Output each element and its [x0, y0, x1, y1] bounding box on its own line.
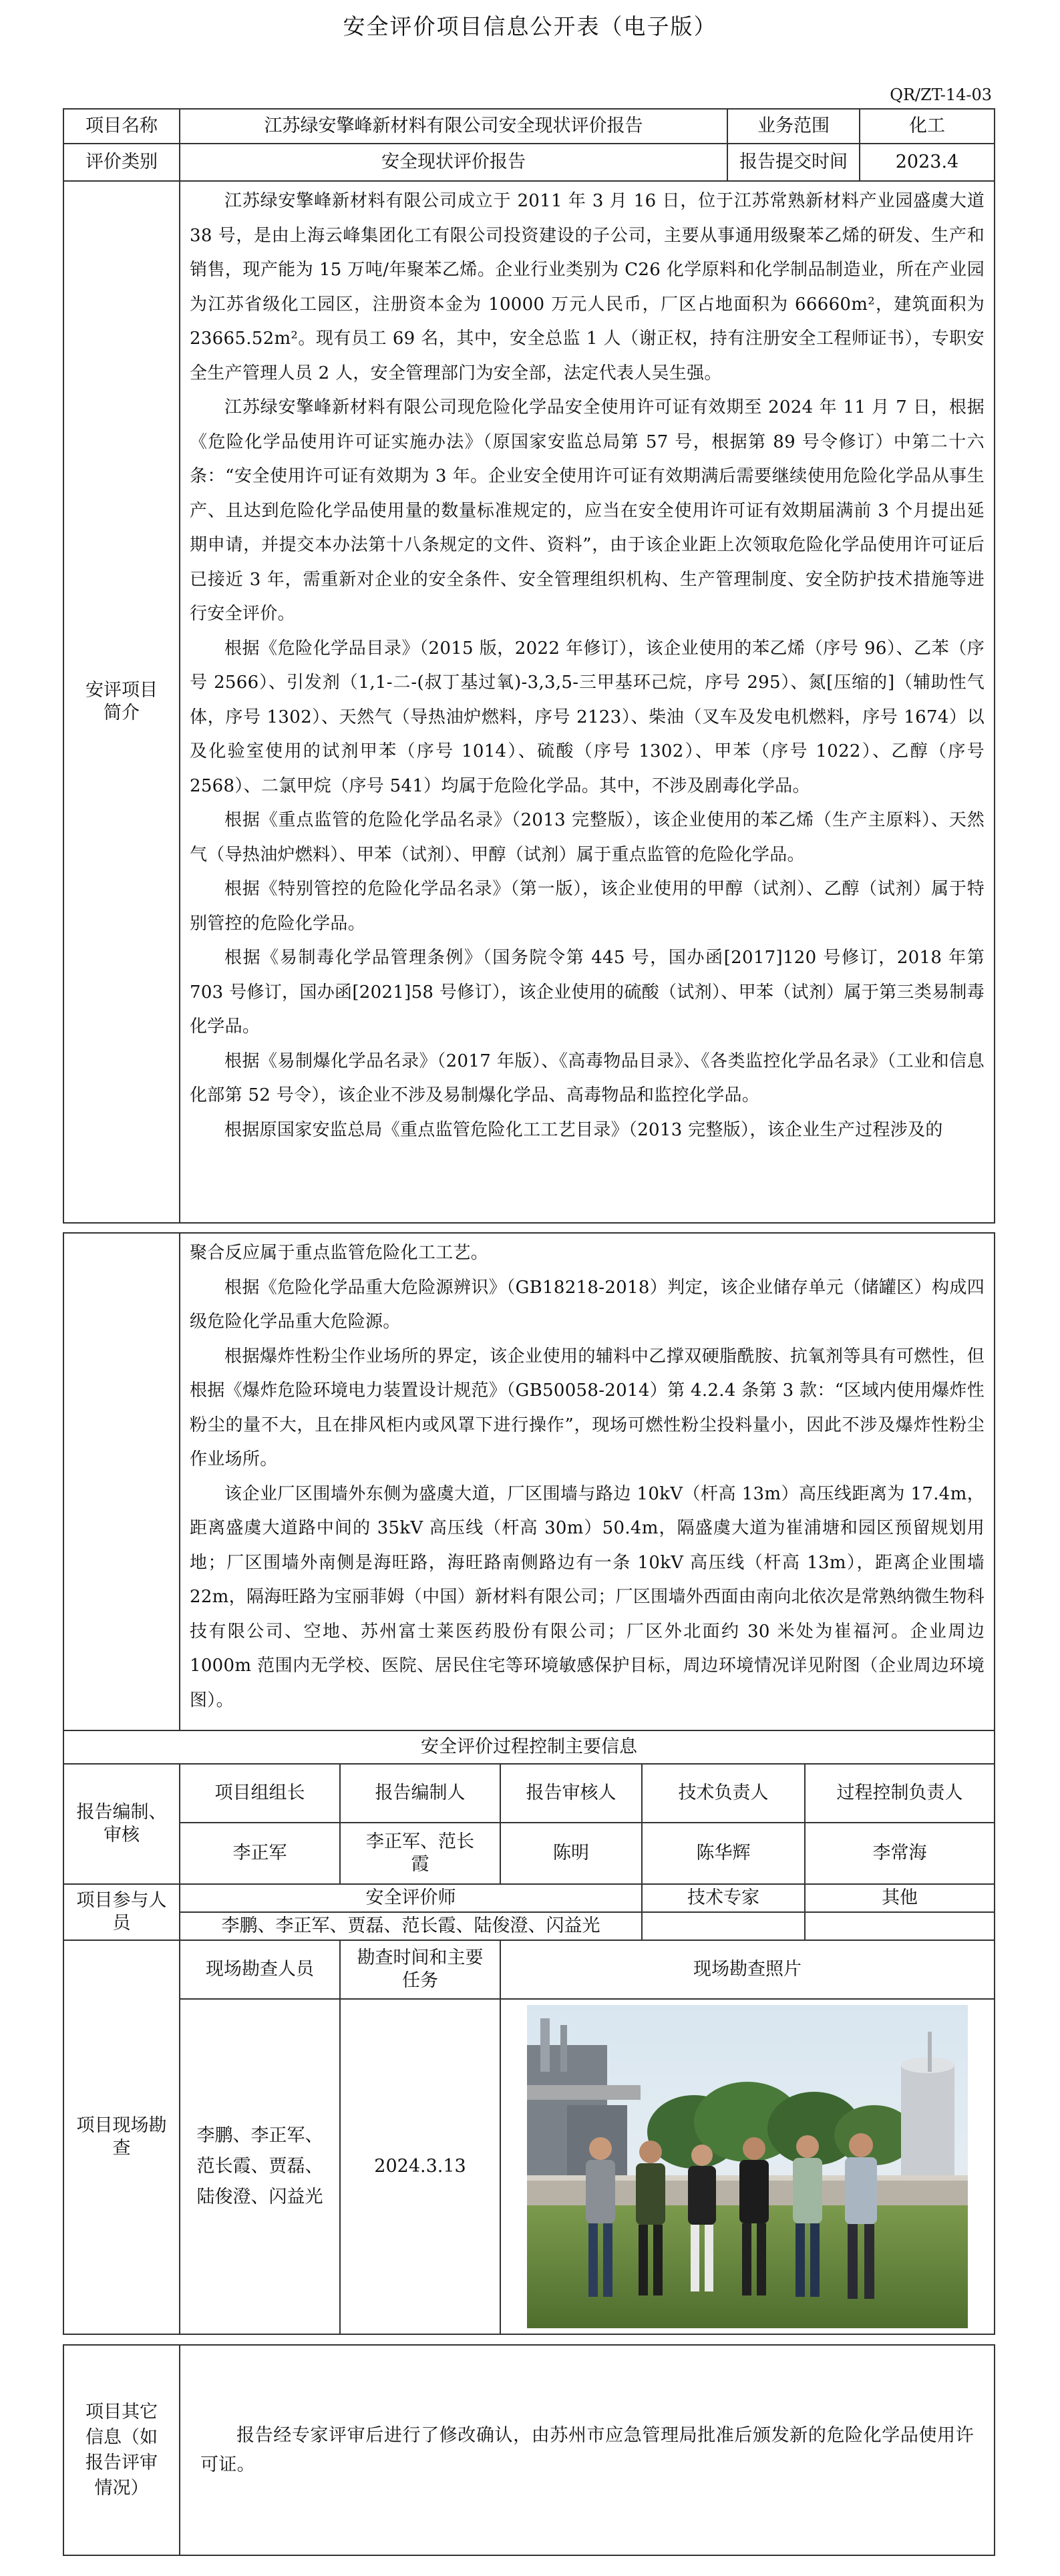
intro-paragraph: 根据《危险化学品重大危险源辨识》（GB18218-2018）判定，该企业储存单元（储罐区）构成四级危险化学品重大危险源。: [190, 1277, 985, 1332]
info-table-page-1: [63, 108, 995, 1224]
tech-value: 陈华辉: [642, 1823, 805, 1884]
other-info-table: [63, 2344, 995, 2556]
project-name-label: 项目名称: [63, 109, 180, 144]
intro-paragraph: 根据《危险化学品目录》（2015 版，2022 年修订），该企业使用的苯乙烯（序号 96）、乙苯（序号 2566）、引发剂（1,1-二-(叔丁基过氧)-3,3,5-三甲基环己烷，序号 295）、氮[压缩的]（辅助性气体，序号 1302）、天然气（导热油炉燃料，序号 2123）、柴油（叉车及发电机燃料，序号 1674）以及化验室使用的试剂甲苯（序号 1014）、硫酸（序号 1302）、甲苯（序号 1022）、乙醇（序号 2568）、二氯甲烷（序号 541）均属于危险化学品。其中，不涉及剧毒化学品。: [190, 638, 985, 796]
intro-continued-label-cell: [63, 1233, 180, 1730]
other-info-cell: [180, 2345, 995, 2555]
col-control: 过程控制负责人: [805, 1764, 995, 1823]
col-tech: 技术负责人: [642, 1764, 805, 1823]
col-writer: 报告编制人: [340, 1764, 500, 1823]
col-survey-time: 勘查时间和主要任务: [340, 1940, 500, 1999]
col-survey-photo: 现场勘查照片: [500, 1940, 995, 1999]
col-other: 其他: [805, 1884, 995, 1912]
intro-paragraph: 根据《易制毒化学品管理条例》（国务院令第 445 号，国办函[2017]120 号修订，2018 年第 703 号修订，国办函[2021]58 号修订），该企业使用的硫酸（试剂）、甲苯（试剂）属于第三类易制毒化学品。: [190, 948, 985, 1037]
col-expert: 技术专家: [642, 1884, 805, 1912]
eval-type: 安全现状评价报告: [180, 144, 727, 181]
col-leader: 项目组组长: [180, 1764, 340, 1823]
process-header: 安全评价过程控制主要信息: [63, 1730, 995, 1764]
intro-paragraphs-page-2: [180, 1234, 994, 1720]
submit-time: 2023.4: [860, 144, 995, 181]
survey-people-value: 李鹏、李正军、范长霞、贾磊、陆俊澄、闪益光: [180, 1999, 340, 2334]
control-value: 李常海: [805, 1823, 995, 1884]
other-value: [805, 1912, 995, 1940]
document-title: 安全评价项目信息公开表（电子版）: [343, 13, 717, 39]
intro-content: [180, 181, 995, 1223]
eval-type-label: 评价类别: [63, 144, 180, 181]
survey-photo-illustration: [527, 2005, 968, 2328]
survey-label: 项目现场勘查: [63, 1940, 180, 2334]
info-table-page-2: [63, 1232, 995, 2335]
intro-content-continued: [180, 1233, 995, 1730]
intro-paragraph: 根据《易制爆化学品名录》（2017 年版）、《高毒物品目录》、《各类监控化学品名录》（工业和信息化部第 52 号令），该企业不涉及易制爆化学品、高毒物品和监控化学品。: [190, 1051, 985, 1105]
submit-time-label: 报告提交时间: [727, 144, 860, 181]
project-name: 江苏绿安擎峰新材料有限公司安全现状评价报告: [180, 109, 727, 144]
intro-label: 安评项目简介: [63, 181, 180, 1223]
expert-value: [642, 1912, 805, 1940]
intro-paragraph: 根据《重点监管的危险化学品名录》（2013 完整版），该企业使用的苯乙烯（生产主原料）、天然气（导热油炉燃料）、甲苯（试剂）、甲醇（试剂）属于重点监管的危险化学品。: [190, 810, 985, 865]
intro-paragraph: 江苏绿安擎峰新材料有限公司成立于 2011 年 3 月 16 日，位于江苏常熟新材料产业园盛虞大道 38 号，是由上海云峰集团化工有限公司投资建设的子公司，主要从事通用级聚苯乙烯的研发、生产和销售，现产能为 15 万吨/年聚苯乙烯。企业行业类别为 C26 化学原料和化学制品制造业，所在产业园为江苏省级化工园区，注册资本金为 10000 万元人民币，厂区占地面积为 66660m²，建筑面积为 23665.52m²。现有员工 69 名，其中，安全总监 1 人（谢正权，持有注册安全工程师证书），专职安全生产管理人员 2 人，安全管理部门为安全部，法定代表人吴生强。: [190, 191, 985, 383]
survey-photo-cell: [500, 1999, 995, 2334]
col-reviewer: 报告审核人: [500, 1764, 642, 1823]
intro-paragraph: 根据爆炸性粉尘作业场所的界定，该企业使用的辅料中乙撑双硬脂酰胺、抗氧剂等具有可燃性，但根据《爆炸危险环境电力装置设计规范》（GB50058-2014）第 4.2.4 条第 3 款：“区域内使用爆炸性粉尘的量不大，且在排风柜内或风罩下进行操作”，现场可燃性粉尘投料量小，因此不涉及爆炸性粉尘作业场所。: [190, 1346, 985, 1469]
form-code: QR/ZT-14-03: [890, 85, 992, 104]
leader-value: 李正军: [180, 1823, 340, 1884]
intro-paragraphs-page-1: [180, 182, 994, 1150]
participants-label: 项目参与人员: [63, 1884, 180, 1940]
intro-paragraph: 根据《特别管控的危险化学品名录》（第一版），该企业使用的甲醇（试剂）、乙醇（试剂）属于特别管控的危险化学品。: [190, 879, 985, 934]
compile-label: 报告编制、审核: [63, 1764, 180, 1884]
reviewer-value: 陈明: [500, 1823, 642, 1884]
survey-time-value: 2024.3.13: [340, 1999, 500, 2334]
col-survey-people: 现场勘查人员: [180, 1940, 340, 1999]
business-scope: 化工: [860, 109, 995, 144]
other-info-text: 报告经专家评审后进行了修改确认，由苏州市应急管理局批准后颁发新的危险化学品使用许可证。: [200, 2424, 974, 2475]
intro-paragraph: 聚合反应属于重点监管危险化工工艺。: [190, 1243, 489, 1263]
intro-paragraph: 根据原国家安监总局《重点监管危险化工工艺目录》（2013 完整版），该企业生产过程涉及的: [224, 1119, 943, 1140]
evaluators-value: 李鹏、李正军、贾磊、范长霞、陆俊澄、闪益光: [180, 1912, 642, 1940]
intro-paragraph: 该企业厂区围墙外东侧为盛虞大道，厂区围墙与路边 10kV（杆高 13m）高压线距离为 17.4m，距离盛虞大道路中间的 35kV 高压线（杆高 30m）50.4m，隔盛虞大道为崔浦塘和园区预留规划用地；厂区围墙外南侧是海旺路，海旺路南侧路边有一条 10kV 高压线（杆高 13m），距离企业围墙 22m，隔海旺路为宝丽菲姆（中国）新材料有限公司；厂区围墙外西面由南向北依次是常熟纳微生物科技有限公司、空地、苏州富士莱医药股份有限公司；厂区外北面约 30 米处为崔福河。企业周边 1000m 范围内无学校、医院、居民住宅等环境敏感保护目标，周边环境情况详见附图（企业周边环境图）。: [190, 1483, 985, 1710]
other-info-label: 项目其它信息（如报告评审情况）: [63, 2345, 180, 2555]
business-scope-label: 业务范围: [727, 109, 860, 144]
col-evaluators: 安全评价师: [180, 1884, 642, 1912]
writer-value: 李正军、范长霞: [340, 1823, 500, 1884]
site-survey-photo: [527, 2005, 968, 2328]
intro-paragraph: 江苏绿安擎峰新材料有限公司现危险化学品安全使用许可证有效期至 2024 年 11 月 7 日，根据《危险化学品使用许可证实施办法》（原国家安监总局第 57 号，根据第 89 号令修订）中第二十六条：“安全使用许可证有效期为 3 年。企业安全使用许可证有效期满后需要继续使用危险化学品从事生产、且达到危险化学品使用量的数量标准规定的，应当在安全使用许可证有效期届满前 3 个月提出延期申请，并提交本办法第十八条规定的文件、资料”，由于该企业距上次领取危险化学品使用许可证后已接近 3 年，需重新对企业的安全条件、安全管理组织机构、生产管理制度、安全防护技术措施等进行安全评价。: [190, 397, 985, 624]
